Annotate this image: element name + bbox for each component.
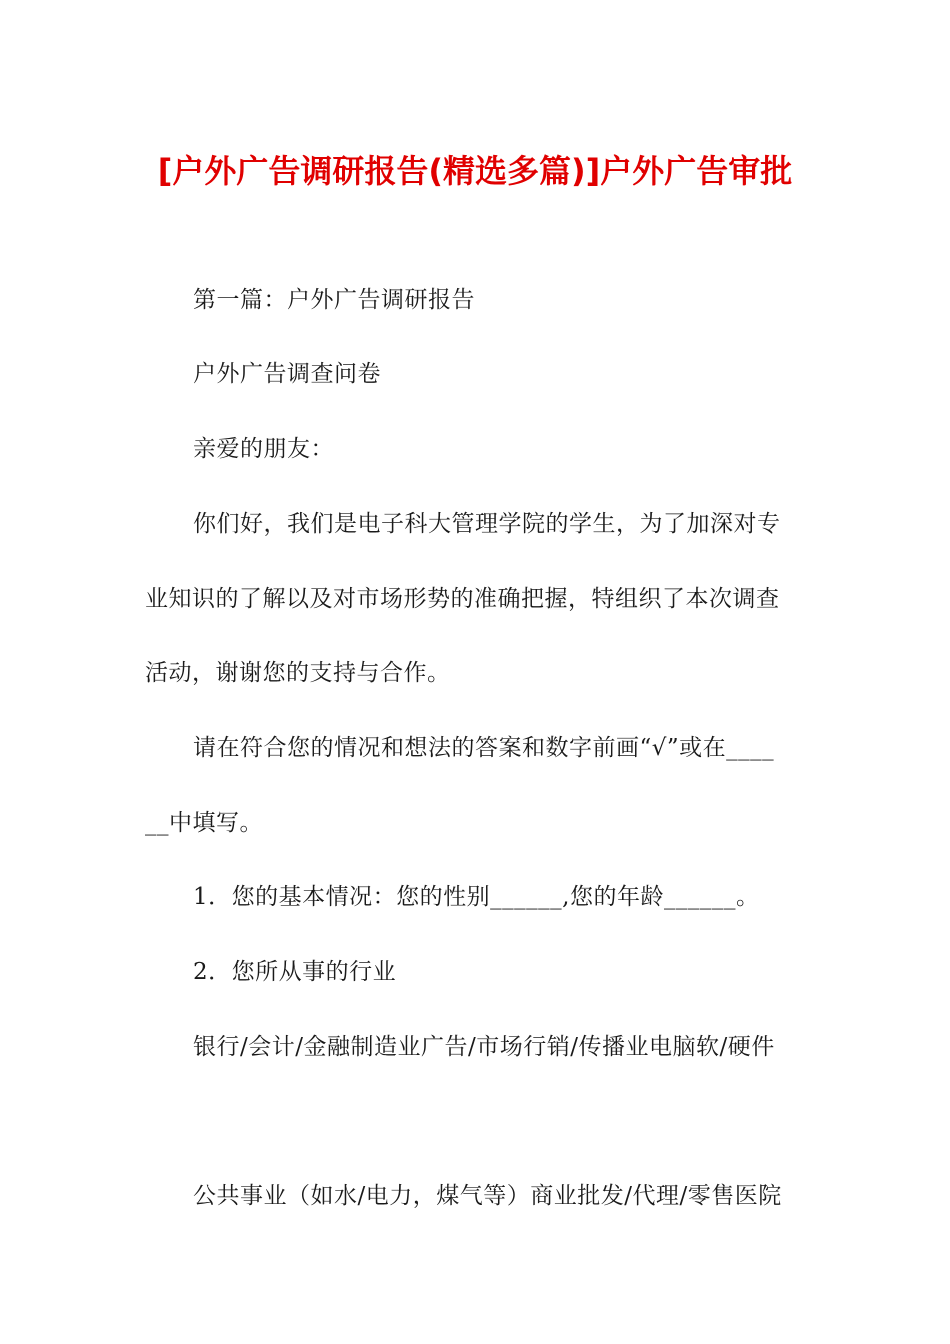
- document-title: [户外广告调研报告(精选多篇)]户外广告审批: [157, 152, 793, 190]
- question-2: 2．您所从事的行业: [193, 959, 397, 985]
- paragraph-line: 活动，谢谢您的支持与合作。: [145, 660, 451, 686]
- greeting: 亲爱的朋友：: [193, 436, 334, 462]
- industry-options-line: 公共事业（如水/电力，煤气等）商业批发/代理/零售医院: [193, 1183, 782, 1209]
- question-1: 1．您的基本情况：您的性别______,您的年龄______。: [193, 884, 760, 910]
- paragraph-line: 你们好，我们是电子科大管理学院的学生，为了加深对专: [193, 511, 781, 537]
- questionnaire-title: 户外广告调查问卷: [193, 361, 381, 387]
- section-heading: 第一篇：户外广告调研报告: [193, 287, 475, 313]
- instruction-line: __中填写。: [145, 810, 263, 836]
- paragraph-line: 业知识的了解以及对市场形势的准确把握，特组织了本次调查: [145, 586, 780, 612]
- industry-options-line: 银行/会计/金融制造业广告/市场行销/传播业电脑软/硬件: [193, 1034, 775, 1060]
- instruction-line: 请在符合您的情况和想法的答案和数字前画“√”或在____: [193, 735, 775, 761]
